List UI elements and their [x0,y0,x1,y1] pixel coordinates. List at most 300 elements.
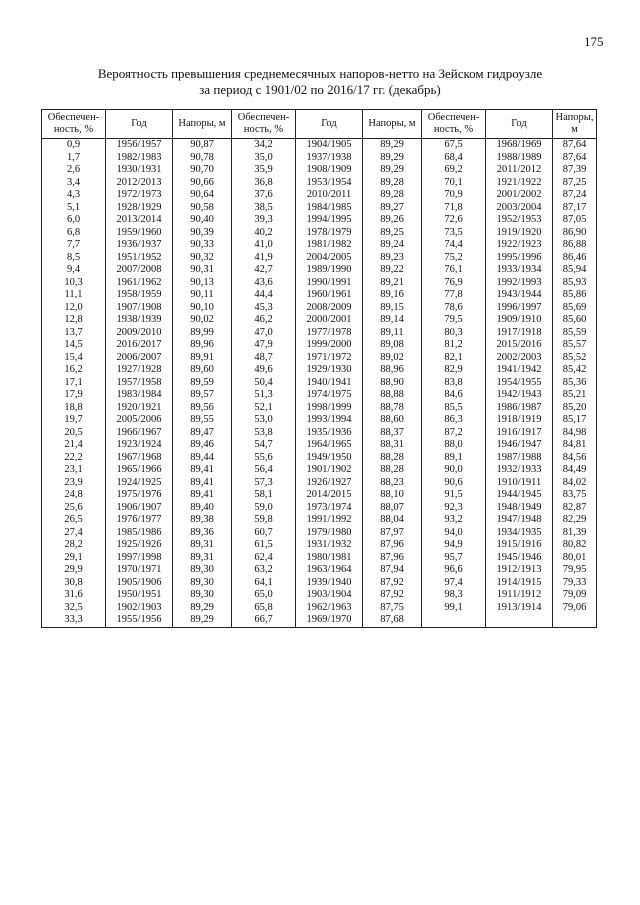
cell-head-3: 82,87 [553,502,597,515]
cell-year-1: 2005/2006 [106,414,173,427]
cell-probability-1: 14,5 [42,339,106,352]
cell-year-2: 1929/1930 [296,364,363,377]
cell-head-3: 85,17 [553,414,597,427]
cell-year-3: 2015/2016 [486,339,553,352]
header-head-1: Напоры, м [173,110,232,139]
cell-head-1: 89,30 [173,589,232,602]
cell-year-3: 1987/1988 [486,452,553,465]
cell-head-2: 87,94 [363,564,422,577]
cell-probability-3: 92,3 [422,502,486,515]
cell-year-3: 1988/1989 [486,152,553,165]
cell-probability-3: 80,3 [422,327,486,340]
cell-year-1: 2007/2008 [106,264,173,277]
cell-year-3: 1915/1916 [486,539,553,552]
cell-year-3: 1995/1996 [486,252,553,265]
cell-head-3: 83,75 [553,489,597,502]
cell-head-1: 89,30 [173,577,232,590]
cell-probability-3: 83,8 [422,377,486,390]
table-row [42,514,597,527]
cell-year-2: 1960/1961 [296,289,363,302]
cell-probability-2: 55,6 [232,452,296,465]
cell-head-3: 87,17 [553,202,597,215]
cell-head-3: 87,05 [553,214,597,227]
cell-probability-3: 81,2 [422,339,486,352]
cell-probability-2: 45,3 [232,302,296,315]
cell-year-1: 1976/1977 [106,514,173,527]
cell-year-2: 2000/2001 [296,314,363,327]
cell-head-1: 89,31 [173,552,232,565]
cell-year-3: 1914/1915 [486,577,553,590]
table-row [42,152,597,165]
cell-year-3: 1921/1922 [486,177,553,190]
cell-probability-1: 15,4 [42,352,106,365]
table-row [42,177,597,190]
cell-year-2: 1904/1905 [296,139,363,152]
cell-year-3: 1952/1953 [486,214,553,227]
cell-year-2: 1973/1974 [296,502,363,515]
table-row [42,352,597,365]
cell-head-2: 89,25 [363,227,422,240]
cell-probability-3: 97,4 [422,577,486,590]
cell-head-2: 89,27 [363,202,422,215]
cell-head-2: 89,28 [363,177,422,190]
cell-probability-2: 43,6 [232,277,296,290]
header-head-3: Напоры, м [553,110,597,139]
cell-probability-1: 30,8 [42,577,106,590]
cell-probability-1: 7,7 [42,239,106,252]
cell-head-2: 87,68 [363,614,422,627]
cell-year-3: 1996/1997 [486,302,553,315]
cell-head-2: 88,04 [363,514,422,527]
cell-head-2: 89,29 [363,164,422,177]
cell-year-2: 1999/2000 [296,339,363,352]
cell-year-1: 1961/1962 [106,277,173,290]
cell-probability-1: 27,4 [42,527,106,540]
cell-head-2: 89,29 [363,152,422,165]
cell-year-3: 2003/2004 [486,202,553,215]
cell-probability-1: 13,7 [42,327,106,340]
cell-head-2: 88,37 [363,427,422,440]
title-line-1: Вероятность превышения среднемесячных напоров-нетто на Зейском гидроузле [97,66,543,81]
cell-year-3: 1912/1913 [486,564,553,577]
cell-probability-2: 63,2 [232,564,296,577]
cell-probability-2: 54,7 [232,439,296,452]
table-header-row [42,110,597,139]
cell-year-1: 1975/1976 [106,489,173,502]
cell-year-3: 1932/1933 [486,464,553,477]
cell-probability-3: 76,9 [422,277,486,290]
cell-head-3: 84,49 [553,464,597,477]
cell-head-3: 85,36 [553,377,597,390]
cell-year-2: 2008/2009 [296,302,363,315]
cell-year-1: 1951/1952 [106,252,173,265]
cell-year-1: 1967/1968 [106,452,173,465]
cell-year-2: 1935/1936 [296,427,363,440]
cell-head-1: 89,55 [173,414,232,427]
cell-probability-1: 11,1 [42,289,106,302]
cell-probability-3: 88,0 [422,439,486,452]
cell-head-1: 89,41 [173,489,232,502]
cell-year-3: 1968/1969 [486,139,553,152]
cell-year-1: 1930/1931 [106,164,173,177]
cell-head-2: 89,28 [363,189,422,202]
cell-probability-1: 5,1 [42,202,106,215]
cell-year-1: 1985/1986 [106,527,173,540]
table-row [42,614,597,627]
cell-year-1: 1938/1939 [106,314,173,327]
cell-head-1: 89,44 [173,452,232,465]
table-row [42,414,597,427]
cell-probability-1: 16,2 [42,364,106,377]
cell-year-1: 1970/1971 [106,564,173,577]
cell-year-3: 1992/1993 [486,277,553,290]
cell-head-1: 90,64 [173,189,232,202]
cell-year-2: 2014/2015 [296,489,363,502]
cell-probability-1: 23,1 [42,464,106,477]
cell-year-2: 1939/1940 [296,577,363,590]
cell-year-1: 1905/1906 [106,577,173,590]
cell-probability-1: 1,7 [42,152,106,165]
cell-year-2: 1971/1972 [296,352,363,365]
cell-probability-2: 57,3 [232,477,296,490]
cell-probability-1: 23,9 [42,477,106,490]
table-row [42,427,597,440]
table-row [42,227,597,240]
cell-year-3: 1913/1914 [486,602,553,615]
cell-year-1: 2009/2010 [106,327,173,340]
cell-head-2: 89,14 [363,314,422,327]
cell-year-2: 1991/1992 [296,514,363,527]
cell-probability-1: 6,0 [42,214,106,227]
cell-probability-1: 21,4 [42,439,106,452]
cell-head-3: 87,64 [553,139,597,152]
table-row [42,139,597,152]
cell-year-2: 2004/2005 [296,252,363,265]
table-row [42,439,597,452]
table-row [42,477,597,490]
cell-head-2: 87,96 [363,552,422,565]
cell-year-3: 1910/1911 [486,477,553,490]
cell-probability-2: 62,4 [232,552,296,565]
cell-head-3: 81,39 [553,527,597,540]
cell-probability-3: 87,2 [422,427,486,440]
cell-probability-2: 41,9 [232,252,296,265]
table-row [42,539,597,552]
cell-probability-1: 32,5 [42,602,106,615]
table-row [42,302,597,315]
header-year-1: Год [106,110,173,139]
cell-head-3: 84,98 [553,427,597,440]
cell-head-2: 88,78 [363,402,422,415]
cell-head-3: 79,95 [553,564,597,577]
cell-head-1: 90,40 [173,214,232,227]
table-row [42,164,597,177]
cell-probability-3: 90,6 [422,477,486,490]
cell-head-2: 89,15 [363,302,422,315]
cell-probability-3: 79,5 [422,314,486,327]
probability-table [41,109,597,628]
cell-probability-1: 33,3 [42,614,106,627]
cell-probability-2: 53,8 [232,427,296,440]
cell-year-3: 1916/1917 [486,427,553,440]
cell-head-2: 88,10 [363,489,422,502]
cell-probability-2: 50,4 [232,377,296,390]
cell-year-1: 1965/1966 [106,464,173,477]
cell-probability-1: 12,8 [42,314,106,327]
cell-head-1: 89,36 [173,527,232,540]
cell-head-3: 80,82 [553,539,597,552]
cell-head-1: 89,57 [173,389,232,402]
cell-head-2: 89,26 [363,214,422,227]
cell-year-2: 1901/1902 [296,464,363,477]
cell-year-3: 1933/1934 [486,264,553,277]
cell-probability-2: 35,0 [232,152,296,165]
cell-probability-3: 98,3 [422,589,486,602]
cell-year-3: 1954/1955 [486,377,553,390]
cell-year-3: 2001/2002 [486,189,553,202]
cell-year-2: 1998/1999 [296,402,363,415]
cell-year-2: 1969/1970 [296,614,363,627]
cell-year-2: 1908/1909 [296,164,363,177]
cell-year-1: 1983/1984 [106,389,173,402]
table-row [42,339,597,352]
cell-year-1: 1956/1957 [106,139,173,152]
cell-year-1: 2016/2017 [106,339,173,352]
cell-year-1: 2013/2014 [106,214,173,227]
cell-probability-2: 47,0 [232,327,296,340]
cell-probability-1: 29,9 [42,564,106,577]
cell-probability-2: 52,1 [232,402,296,415]
cell-head-3: 85,21 [553,389,597,402]
cell-year-1: 1936/1937 [106,239,173,252]
cell-head-1: 89,47 [173,427,232,440]
cell-year-1: 1923/1924 [106,439,173,452]
cell-year-2: 2010/2011 [296,189,363,202]
cell-year-2: 1926/1927 [296,477,363,490]
cell-head-1: 90,32 [173,252,232,265]
cell-year-2: 1949/1950 [296,452,363,465]
table-row [42,277,597,290]
cell-year-1: 1958/1959 [106,289,173,302]
table-row [42,214,597,227]
cell-head-1: 89,40 [173,502,232,515]
cell-head-1: 90,70 [173,164,232,177]
cell-head-2: 88,90 [363,377,422,390]
cell-head-2: 87,75 [363,602,422,615]
cell-probability-3: 89,1 [422,452,486,465]
cell-year-3 [486,614,553,627]
cell-head-1: 90,31 [173,264,232,277]
table-row [42,289,597,302]
cell-probability-2: 49,6 [232,364,296,377]
cell-probability-2: 38,5 [232,202,296,215]
cell-head-3: 85,94 [553,264,597,277]
cell-year-1: 1906/1907 [106,502,173,515]
cell-head-3: 85,42 [553,364,597,377]
cell-head-3: 80,01 [553,552,597,565]
cell-head-3: 85,69 [553,302,597,315]
cell-probability-3: 94,9 [422,539,486,552]
cell-probability-3: 67,5 [422,139,486,152]
cell-probability-3: 95,7 [422,552,486,565]
cell-probability-1: 17,1 [42,377,106,390]
cell-head-3: 85,20 [553,402,597,415]
cell-probability-1: 18,8 [42,402,106,415]
cell-probability-2: 36,8 [232,177,296,190]
cell-head-1: 90,87 [173,139,232,152]
cell-probability-2: 58,1 [232,489,296,502]
cell-year-2: 1974/1975 [296,389,363,402]
cell-head-2: 88,07 [363,502,422,515]
cell-probability-1: 4,3 [42,189,106,202]
table-row [42,364,597,377]
cell-head-1: 90,02 [173,314,232,327]
cell-probability-3: 68,4 [422,152,486,165]
cell-head-2: 88,60 [363,414,422,427]
cell-head-3: 85,60 [553,314,597,327]
cell-probability-2: 41,0 [232,239,296,252]
cell-probability-3: 70,1 [422,177,486,190]
cell-head-3: 85,93 [553,277,597,290]
table-row [42,577,597,590]
cell-head-3: 82,29 [553,514,597,527]
cell-year-3: 1948/1949 [486,502,553,515]
table-row [42,527,597,540]
cell-head-3: 79,06 [553,602,597,615]
cell-year-1: 1997/1998 [106,552,173,565]
cell-probability-3: 74,4 [422,239,486,252]
cell-year-1: 1955/1956 [106,614,173,627]
cell-year-2: 1980/1981 [296,552,363,565]
cell-head-2: 89,02 [363,352,422,365]
cell-head-1: 89,29 [173,602,232,615]
cell-probability-2: 65,8 [232,602,296,615]
cell-probability-1: 26,5 [42,514,106,527]
cell-probability-2: 53,0 [232,414,296,427]
cell-year-2: 1993/1994 [296,414,363,427]
cell-year-3: 1946/1947 [486,439,553,452]
cell-year-2: 1964/1965 [296,439,363,452]
cell-head-1: 90,10 [173,302,232,315]
cell-year-2: 1931/1932 [296,539,363,552]
cell-head-1: 89,38 [173,514,232,527]
cell-year-1: 1959/1960 [106,227,173,240]
cell-head-3: 87,25 [553,177,597,190]
cell-year-2: 1963/1964 [296,564,363,577]
cell-head-2: 87,96 [363,539,422,552]
header-probability-1: Обеспечен-ность, % [42,110,106,139]
cell-year-1: 1966/1967 [106,427,173,440]
header-year-2: Год [296,110,363,139]
cell-probability-3: 96,6 [422,564,486,577]
cell-year-3: 1911/1912 [486,589,553,602]
cell-probability-3: 91,5 [422,489,486,502]
cell-year-2: 1984/1985 [296,202,363,215]
cell-head-3: 85,86 [553,289,597,302]
cell-probability-2: 65,0 [232,589,296,602]
cell-probability-3: 84,6 [422,389,486,402]
header-year-3: Год [486,110,553,139]
cell-head-3: 86,46 [553,252,597,265]
cell-head-1: 89,91 [173,352,232,365]
header-probability-2: Обеспечен-ность, % [232,110,296,139]
cell-probability-1: 9,4 [42,264,106,277]
cell-probability-2: 51,3 [232,389,296,402]
cell-probability-2: 60,7 [232,527,296,540]
cell-year-3: 1941/1942 [486,364,553,377]
cell-year-1: 1902/1903 [106,602,173,615]
cell-head-1: 89,46 [173,439,232,452]
cell-head-3: 84,02 [553,477,597,490]
cell-head-2: 89,21 [363,277,422,290]
cell-probability-2: 37,6 [232,189,296,202]
cell-probability-2: 64,1 [232,577,296,590]
table-row [42,189,597,202]
cell-probability-1: 20,5 [42,427,106,440]
cell-probability-3: 93,2 [422,514,486,527]
cell-head-1: 90,33 [173,239,232,252]
cell-head-1: 89,29 [173,614,232,627]
cell-year-1: 2012/2013 [106,177,173,190]
cell-probability-2: 61,5 [232,539,296,552]
cell-head-2: 89,11 [363,327,422,340]
cell-head-2: 87,97 [363,527,422,540]
cell-head-1: 89,41 [173,464,232,477]
cell-head-2: 89,24 [363,239,422,252]
table-row [42,314,597,327]
cell-probability-2: 39,3 [232,214,296,227]
cell-probability-2: 40,2 [232,227,296,240]
cell-year-3: 1986/1987 [486,402,553,415]
cell-probability-2: 47,9 [232,339,296,352]
cell-probability-3: 90,0 [422,464,486,477]
cell-head-3: 79,09 [553,589,597,602]
title-line-2: за период с 1901/02 по 2016/17 гг. (декабрь) [199,82,441,97]
cell-head-2: 87,92 [363,589,422,602]
cell-year-3: 1943/1944 [486,289,553,302]
cell-head-1: 89,59 [173,377,232,390]
cell-year-1: 1928/1929 [106,202,173,215]
page-number: 175 [584,34,604,49]
cell-head-1: 89,99 [173,327,232,340]
cell-year-3: 1945/1946 [486,552,553,565]
cell-head-1: 89,41 [173,477,232,490]
cell-probability-2: 59,0 [232,502,296,515]
table-row [42,502,597,515]
table-row [42,564,597,577]
cell-head-2: 89,29 [363,139,422,152]
cell-head-2: 88,31 [363,439,422,452]
cell-probability-2: 35,9 [232,164,296,177]
cell-head-2: 88,23 [363,477,422,490]
cell-head-3: 86,90 [553,227,597,240]
cell-probability-1: 29,1 [42,552,106,565]
cell-year-3: 1919/1920 [486,227,553,240]
cell-year-1: 1972/1973 [106,189,173,202]
cell-year-1: 2006/2007 [106,352,173,365]
cell-year-3: 1934/1935 [486,527,553,540]
cell-head-2: 89,16 [363,289,422,302]
cell-head-1: 89,30 [173,564,232,577]
cell-probability-3: 77,8 [422,289,486,302]
table-row [42,252,597,265]
cell-year-2: 1994/1995 [296,214,363,227]
cell-year-1: 1957/1958 [106,377,173,390]
cell-probability-3: 72,6 [422,214,486,227]
cell-head-2: 89,23 [363,252,422,265]
cell-probability-2: 42,7 [232,264,296,277]
cell-head-3 [553,614,597,627]
